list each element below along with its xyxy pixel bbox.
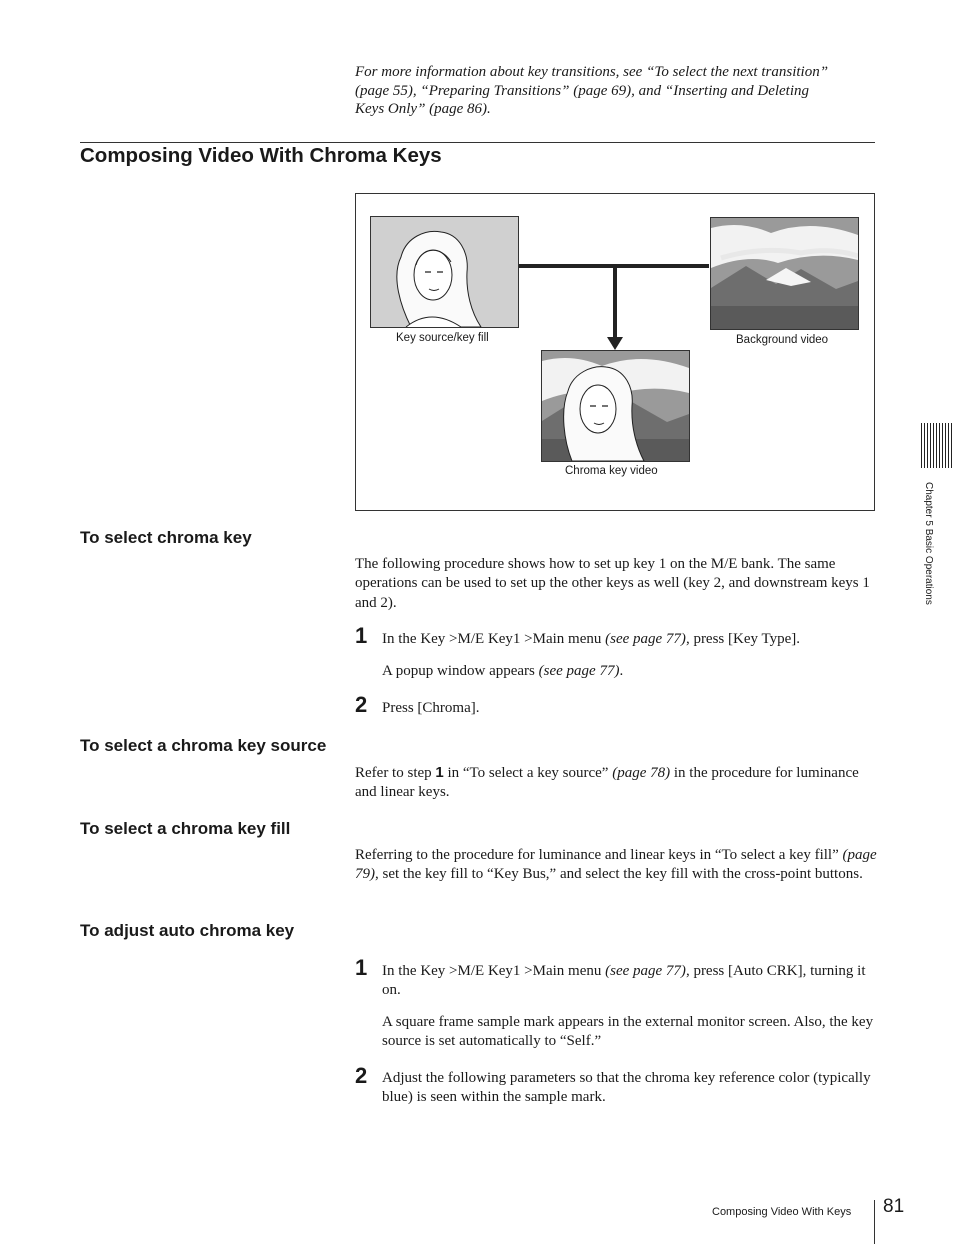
step-number: 1 [355, 623, 368, 648]
page-reference: (see page 77) [538, 663, 620, 679]
key-source-caption: Key source/key fill [396, 332, 489, 344]
select-fill-paragraph [355, 846, 877, 885]
intro-line-2: (page 55), “Preparing Transitions” (page 69), and “Inserting and Deleting [355, 82, 810, 99]
step-text-part: , press [Auto CRK], turning it on. [382, 963, 866, 999]
chroma-key-result-image [541, 350, 690, 462]
chapter-tab [916, 482, 938, 642]
page-number: 81 [883, 1196, 905, 1217]
chapter-tab-marks [921, 423, 954, 468]
heading-auto-chroma: To adjust auto chroma key [80, 921, 295, 940]
step-note [382, 662, 877, 681]
page-reference: (page 79) [355, 847, 877, 883]
section-title: Composing Video With Chroma Keys [80, 144, 442, 167]
chapter-tab-label: Chapter 5 Basic Operations [923, 482, 934, 605]
paragraph-part: Referring to the procedure for luminance and linear keys in “To select a key fill” [355, 847, 843, 863]
section-rule [80, 142, 875, 143]
intro-line-3: Keys Only” (page 86). [355, 101, 491, 117]
step-note: A square frame sample mark appears in the external monitor screen. Also, the key source is set automatically to “Self.” [382, 1014, 874, 1050]
background-video-caption: Background video [736, 334, 829, 346]
background-video-image [710, 217, 859, 330]
footer-divider [874, 1200, 875, 1244]
paragraph-part: in “To select a key source” [443, 765, 613, 781]
heading-select-chroma-key: To select chroma key [80, 528, 252, 547]
step-text: Adjust the following parameters so that the chroma key reference color (typically blue) is seen within the sample mark. [382, 1070, 871, 1106]
step-text-part: In the Key >M/E Key1 >Main menu [382, 963, 606, 979]
page-reference: (see page 77) [605, 631, 686, 647]
arrow-stem [613, 266, 617, 339]
chroma-key-figure [355, 193, 875, 511]
paragraph-part: , set the key fill to “Key Bus,” and select the key fill with the cross-point buttons. [375, 866, 863, 883]
step-number: 1 [355, 955, 368, 980]
step-note-part: A popup window appears [382, 663, 539, 679]
step-reference: 1 [435, 764, 444, 781]
intro-line-1: For more information about key transitions, see “To select the next transition” [355, 64, 829, 80]
footer-label: Composing Video With Keys [712, 1206, 852, 1218]
page-reference: (page 78) [612, 765, 671, 781]
step-number: 2 [355, 1063, 368, 1088]
step-text [382, 630, 877, 649]
select-chroma-key-paragraph: The following procedure shows how to set up key 1 on the M/E bank. The same operations can be used to set up the other keys as well (key 2, and downstream keys 1 and 2). [355, 556, 870, 611]
heading-select-fill: To select a chroma key fill [80, 819, 291, 838]
step-text [382, 962, 877, 1001]
step-text: Press [Chroma]. [382, 700, 480, 716]
key-source-image [370, 216, 519, 328]
step-text-part: In the Key >M/E Key1 >Main menu [382, 631, 606, 647]
paragraph-part: in the procedure for luminance and linear keys. [355, 765, 859, 801]
chroma-key-result-caption: Chroma key video [565, 465, 658, 477]
page-reference: (see page 77) [605, 963, 686, 979]
step-note-part: . [619, 663, 624, 679]
down-arrow-icon [607, 337, 623, 350]
step-number: 2 [355, 692, 368, 717]
step-text-part: , press [Key Type]. [685, 631, 800, 647]
select-source-paragraph [355, 763, 877, 803]
heading-select-source: To select a chroma key source [80, 736, 327, 755]
intro-note [355, 63, 880, 119]
paragraph-part: Refer to step [355, 765, 436, 781]
